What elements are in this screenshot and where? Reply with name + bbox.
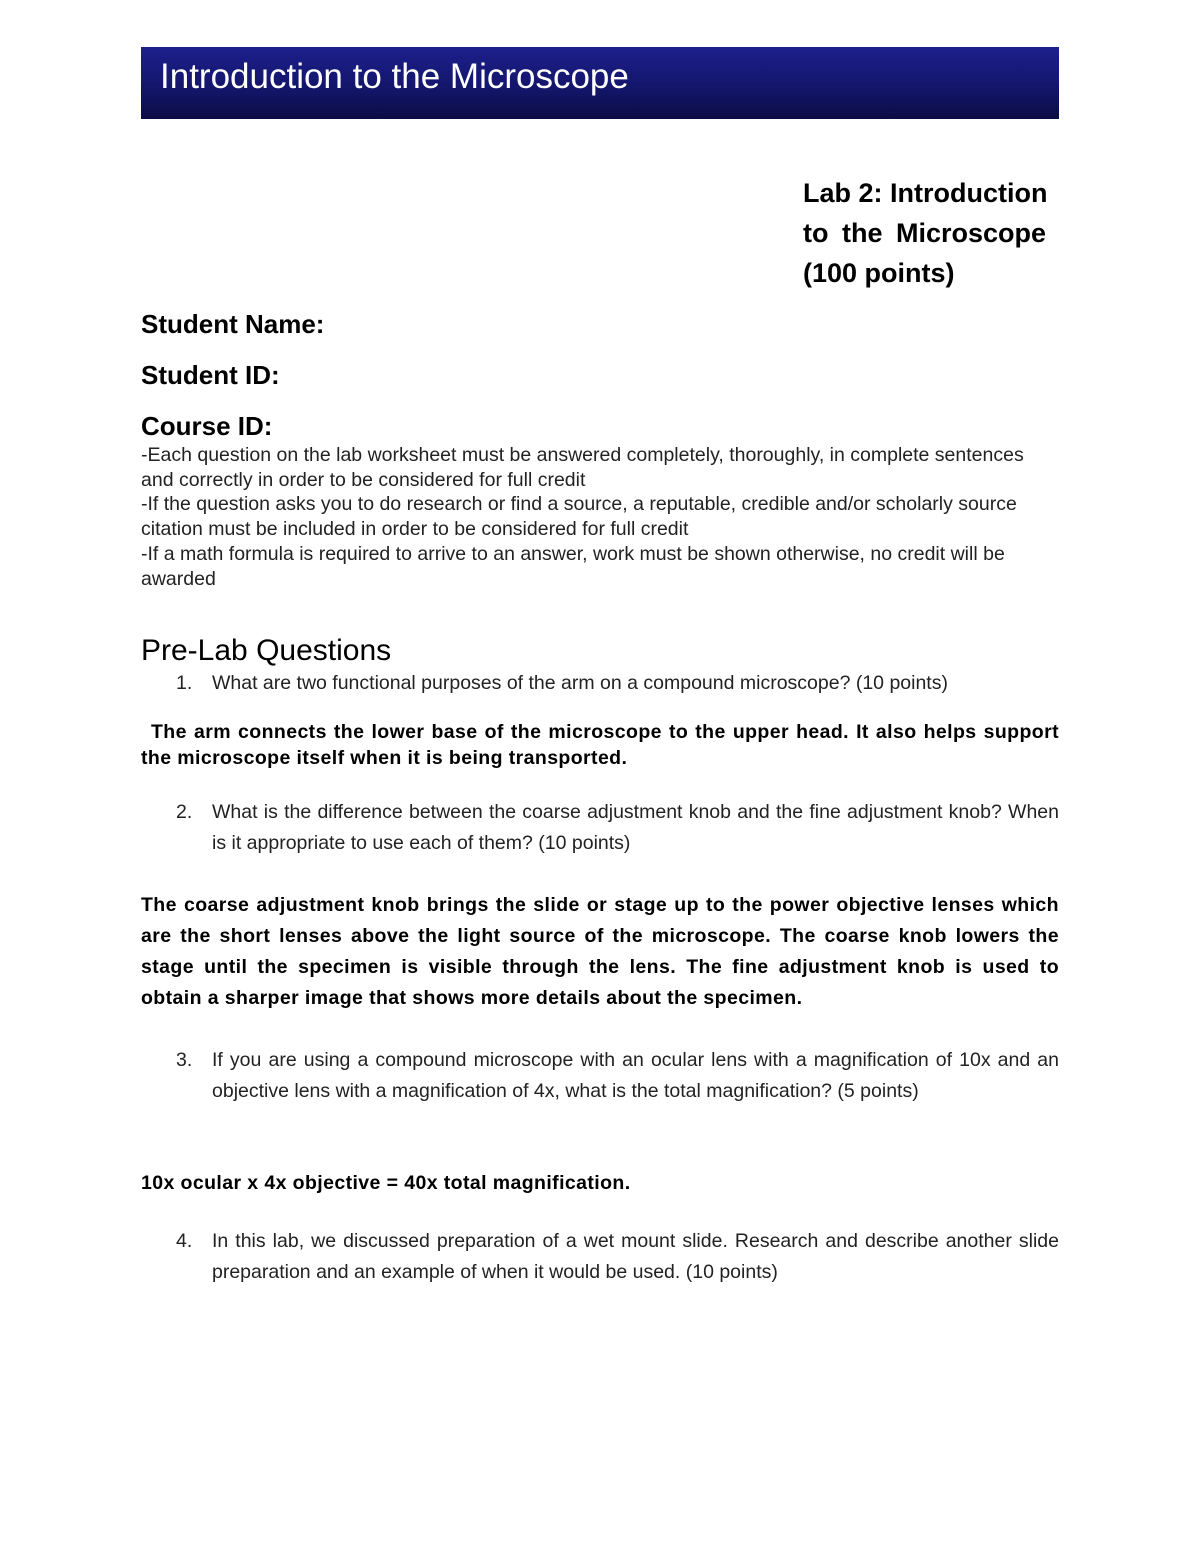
title-banner [141, 47, 1059, 119]
student-id-label: Student ID: [141, 360, 280, 390]
question-number: 4. [176, 1230, 193, 1252]
student-name-label: Student Name: [141, 309, 325, 339]
lab-title-line-3: (100 points) [803, 258, 955, 288]
answer-2: The coarse adjustment knob brings the slide or stage up to the power objective lenses which are the short lenses above the light source of the microscope. The coarse knob lowers the stage until the specimen is visible through the lens. The fine adjustment knob is used to obtain a sharper image that shows more details about the specimen. [141, 894, 1059, 1009]
question-4 [176, 1226, 1059, 1288]
section-title: Pre-Lab Questions [141, 634, 392, 667]
question-number: 3. [176, 1049, 193, 1071]
instruction-item: -If the question asks you to do research or find a source, a reputable, credible and/or scholarly source citation must be included in order to be considered for full credit [141, 493, 1017, 541]
question-number: 1. [176, 672, 193, 694]
question-number: 2. [176, 801, 193, 823]
question-text: What are two functional purposes of the arm on a compound microscope? (10 points) [212, 672, 948, 694]
answer-1: The arm connects the lower base of the microscope to the upper head. It also helps support the microscope itself when it is being transported. [141, 721, 1059, 769]
instructions [141, 443, 1059, 591]
lab-title [803, 173, 1059, 293]
instruction-item: -Each question on the lab worksheet must be answered completely, thoroughly, in complete sentences and correctly in order to be considered for full credit [141, 444, 1024, 491]
lab-title-line-2: to the Microscope [803, 218, 1047, 248]
question-text: In this lab, we discussed preparation of a wet mount slide. Research and describe another slide preparation and an example of when it would be used. (10 points) [212, 1230, 1059, 1283]
course-id-label: Course ID: [141, 411, 273, 441]
question-text: What is the difference between the coarse adjustment knob and the fine adjustment knob? When is it appropriate to use each of them? (10 points) [212, 801, 1059, 854]
question-3 [176, 1045, 1059, 1107]
banner-title: Introduction to the Microscope [160, 57, 629, 96]
question-2 [176, 797, 1059, 859]
lab-title-line-1: Lab 2: Introduction [803, 178, 1048, 208]
question-text: If you are using a compound microscope with an ocular lens with a magnification of 10x and an objective lens with a magnification of 4x, what is the total magnification? (5 points) [212, 1049, 1059, 1102]
question-1 [176, 670, 1059, 696]
answer-3: 10x ocular x 4x objective = 40x total magnification. [141, 1172, 631, 1194]
instruction-item: -If a math formula is required to arrive to an answer, work must be shown otherwise, no credit will be awarded [141, 542, 1005, 590]
